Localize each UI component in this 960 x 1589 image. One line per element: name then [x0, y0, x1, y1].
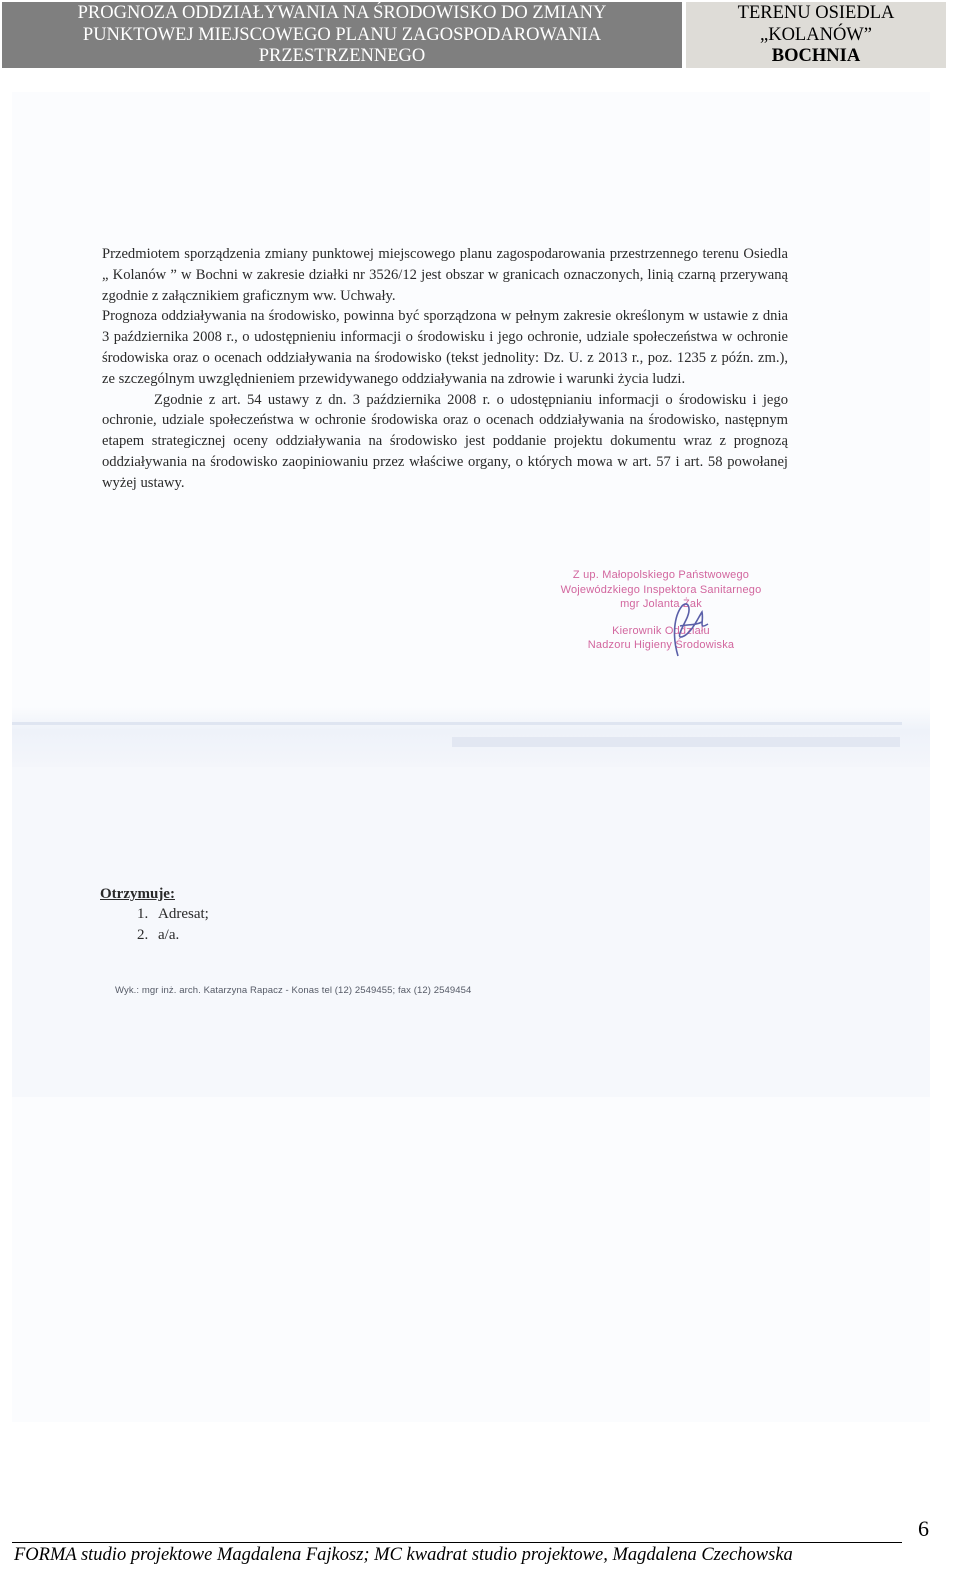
recipients-title: Otrzymuje: — [100, 886, 175, 902]
header-location — [686, 2, 946, 68]
page-number: 6 — [918, 1516, 929, 1541]
scan-fold-line — [12, 722, 902, 725]
stamp-line: Z up. Małopolskiego Państwowego — [572, 569, 750, 581]
header-title-line-3: PRZESTRZENNEGO — [258, 46, 426, 66]
page-header — [2, 2, 946, 68]
stamp-line: Kierownik Oddziału — [612, 624, 710, 637]
header-location-line-3: BOCHNIA — [771, 46, 861, 66]
list-item: 1. Adresat; — [152, 904, 209, 925]
header-title-line-2: PUNKTOWEJ MIEJSCOWEGO PLANU ZAGOSPODAROWANIA — [82, 24, 602, 45]
recipients-block — [100, 886, 209, 946]
recipients-list — [100, 904, 209, 946]
stamp-line: Wojewódzkiego Inspektora Sanitarnego — [560, 583, 762, 596]
letter-body — [102, 244, 788, 494]
stamp-line: mgr Jolanta Żak — [620, 598, 702, 610]
prepared-by-note: Wyk.: mgr inż. arch. Katarzyna Rapacz - Konas tel (12) 2549455; fax (12) 2549454 — [115, 985, 472, 996]
scan-fold-shadow — [452, 737, 900, 747]
footer-credits: FORMA studio projektowe Magdalena Fajkosz; MC kwadrat studio projektowe, Magdalena Czechowska — [14, 1545, 793, 1565]
header-document-title — [2, 2, 682, 68]
footer-rule — [12, 1542, 902, 1543]
header-location-line-1: TERENU OSIEDLA — [737, 3, 895, 23]
stamp-line: Nadzoru Higieny Środowiska — [587, 639, 735, 651]
handwritten-signature — [658, 596, 718, 666]
letter-paragraph-2: Prognoza oddziaływania na środowisko, powinna być sporządzona w pełnym zakresie określonym w ustawie z dnia 3 października 2008 r., o udostępnieniu informacji o środowisku i jego ochronie, udziale społeczeństwa w ochronie środowiska oraz o ocenach oddziaływania na środowisko (tekst jednolity: Dz. U. z 2013 r., poz. 1235 z późn. zm.), ze szczególnym uwzględnieniem przewidywanego oddziaływania na zdrowie i warunki życia ludzi. — [102, 308, 788, 387]
header-location-line-2: „KOLANÓW” — [760, 24, 872, 45]
list-item: 2. a/a. — [152, 925, 209, 946]
letter-paragraph-1: Przedmiotem sporządzenia zmiany punktowej miejscowego planu zagospodarowania przestrzennego terenu Osiedla „ Kolanów ” w Bochni w zakresie działki nr 3526/12 jest obszar w granicach oznaczonych, linią czarną przerywaną zgodnie z załącznikiem graficznym ww. Uchwały. — [102, 246, 788, 304]
header-title-line-1: PROGNOZA ODDZIAŁYWANIA NA ŚRODOWISKO DO ZMIANY — [77, 3, 607, 23]
letter-paragraph-3: Zgodnie z art. 54 ustawy z dn. 3 października 2008 r. o udostępnianiu informacji o środowisku i jego ochronie, udziale społeczeństwa w ochronie środowiska oraz o ocenach oddziaływania na środowisko, następnym etapem strategicznej oceny oddziaływania na środowisko jest poddanie projektu dokumentu wraz z prognozą oddziaływania na środowisko zaopiniowaniu przez właściwe organy, o których mowa w art. 57 i art. 58 powołanej wyżej ustawy. — [102, 391, 788, 491]
